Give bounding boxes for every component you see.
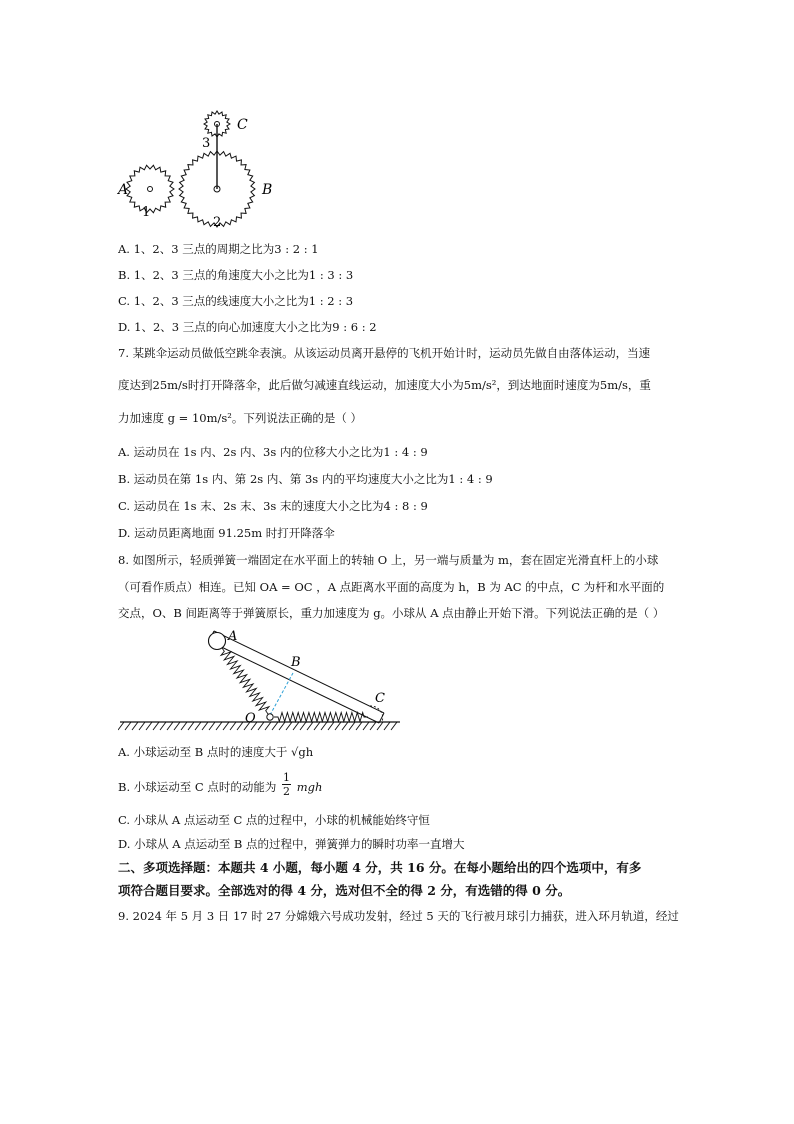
q8-option-b-suffix: mgh — [296, 780, 323, 794]
q8-option-b — [118, 771, 688, 803]
q7-option-a: A. 运动员在 1s 内、2s 内、3s 内的位移大小之比为1 : 4 : 9 — [118, 445, 428, 459]
label-c: C — [237, 117, 248, 133]
q8-stem-line-3: 交点，O、B 间距离等于弹簧原长，重力加速度为 g。小球从 A 点由静止开始下滑。下列说法正确的是（ ） — [118, 606, 665, 620]
gear-diagram — [112, 110, 282, 232]
fig-label-a: A — [228, 629, 238, 644]
q9-stem: 9. 2024 年 5 月 3 日 17 时 27 分嫦娥六号成功发射，经过 5 天的飞行被月球引力捕获，进入环月轨道，经过 — [118, 909, 679, 923]
spring-oc — [274, 713, 368, 722]
spring-rod-diagram — [118, 626, 408, 734]
label-1: 1 — [142, 205, 151, 220]
q7-option-c: C. 运动员在 1s 末、2s 末、3s 末的速度大小之比为4 : 8 : 9 — [118, 499, 428, 513]
q7-stem-line-1: 7. 某跳伞运动员做低空跳伞表演。从该运动员离开悬停的飞机开始计时，运动员先做自由落体运动，当速 — [118, 346, 651, 360]
smooth-rod — [209, 631, 384, 723]
q8-stem-line-1: 8. 如图所示，轻质弹簧一端固定在水平面上的转轴 O 上，另一端与质量为 m，套在固定光滑直杆上的小球 — [118, 553, 659, 567]
q7-option-b: B. 运动员在第 1s 内、第 2s 内、第 3s 内的平均速度大小之比为1 : 4 : 9 — [118, 472, 493, 486]
q6-option-b: B. 1、2、3 三点的角速度大小之比为1 : 3 : 3 — [118, 268, 354, 282]
q7-stem-line-2: 度达到25m/s时打开降落伞，此后做匀减速直线运动，加速度大小为5m/s²，到达地面时速度为5m/s，重 — [118, 378, 651, 392]
q6-option-c: C. 1、2、3 三点的线速度大小之比为1 : 2 : 3 — [118, 294, 354, 308]
ground-hatching — [118, 722, 397, 730]
q8-option-d: D. 小球从 A 点运动至 B 点的过程中，弹簧弹力的瞬时功率一直增大 — [118, 837, 465, 851]
fig-label-o: O — [245, 711, 256, 726]
pivot-o — [267, 714, 273, 720]
dashed-ob — [270, 673, 293, 715]
section2-heading-line-2: 项符合题目要求。全部选对的得 4 分，选对但不全的得 2 分，有选错的得 0 分。 — [118, 883, 571, 898]
section2-heading-line-1: 二、多项选择题：本题共 4 小题，每小题 4 分，共 16 分。在每小题给出的四个选项中，有多 — [118, 860, 642, 875]
q7-stem-line-3: 力加速度 g = 10m/s²。下列说法正确的是（ ） — [118, 411, 363, 425]
label-b: B — [262, 182, 273, 198]
q8-option-b-prefix: B. 小球运动至 C 点时的动能为 — [118, 780, 277, 794]
ball — [209, 633, 226, 650]
label-3: 3 — [202, 136, 211, 151]
label-a: A — [118, 182, 129, 198]
fraction — [282, 771, 291, 798]
fig-label-b: B — [291, 655, 301, 670]
q6-option-d: D. 1、2、3 三点的向心加速度大小之比为9 : 6 : 2 — [118, 320, 377, 334]
label-2: 2 — [213, 215, 222, 230]
fraction-denominator: 2 — [283, 785, 291, 798]
q8-option-a: A. 小球运动至 B 点时的速度大于 √gh — [118, 745, 314, 759]
q6-option-a: A. 1、2、3 三点的周期之比为3 : 2 : 1 — [118, 242, 319, 256]
fig-label-c: C — [375, 691, 385, 706]
q7-option-d: D. 运动员距离地面 91.25m 时打开降落伞 — [118, 526, 335, 540]
fraction-numerator: 1 — [283, 771, 291, 784]
q8-option-c: C. 小球从 A 点运动至 C 点的过程中，小球的机械能始终守恒 — [118, 813, 430, 827]
q8-stem-line-2: （可看作质点）相连。已知 OA = OC ，A 点距离水平面的高度为 h，B 为 AC 的中点，C 为杆和水平面的 — [118, 580, 665, 594]
